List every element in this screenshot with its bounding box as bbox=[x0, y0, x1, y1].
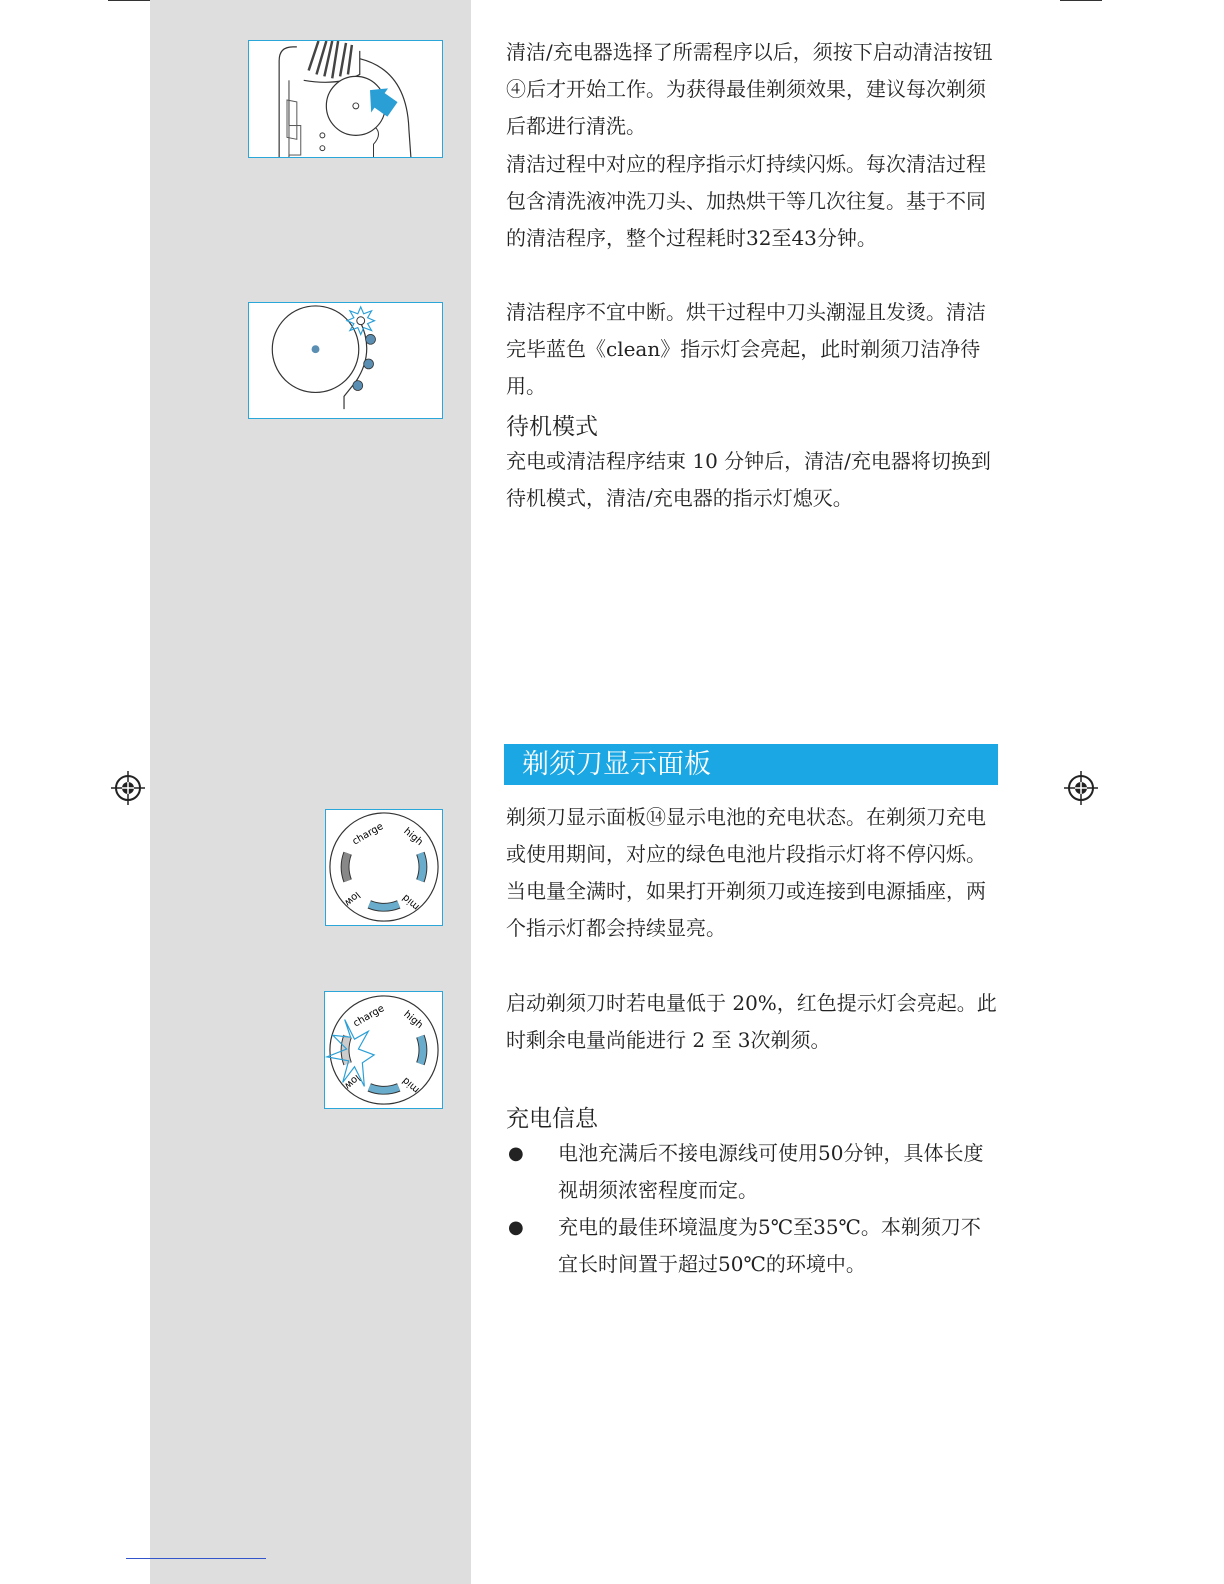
standby-paragraph: 充电或清洁程序结束 10 分钟后，清洁/充电器将切换到待机模式，清洁/充电器的指示灯熄灭。 bbox=[506, 449, 991, 510]
figure-clean-indicator bbox=[248, 302, 443, 419]
dial-label-mid: mid bbox=[400, 891, 422, 913]
dial-low-label-mid: mid bbox=[400, 1074, 422, 1096]
margin-band bbox=[150, 0, 471, 1584]
crop-mark-top-right bbox=[1060, 0, 1102, 1]
figure-battery-dial-low bbox=[324, 991, 443, 1109]
registration-mark-right-icon bbox=[1064, 771, 1098, 805]
dial-label-low: low bbox=[342, 888, 362, 909]
dial-label-charge: charge bbox=[350, 821, 386, 848]
dial-label-high: high bbox=[401, 825, 425, 849]
crop-mark-top-left bbox=[108, 0, 150, 1]
cleaning-paragraph-start: 清洁/充电器选择了所需程序以后，须按下启动清洁按钮④后才开始工作。为获得最佳剃须效果，建议每次剃须后都进行清洗。 bbox=[506, 40, 993, 138]
cleaning-paragraph-process: 清洁过程中对应的程序指示灯持续闪烁。每次清洁过程包含清洗液冲洗刀头、加热烘干等几次往复。基于不同的清洁程序，整个过程耗时32至43分钟。 bbox=[506, 152, 986, 250]
registration-mark-left-icon bbox=[111, 771, 145, 805]
list-item bbox=[506, 1135, 1000, 1209]
figure-press-clean-button bbox=[248, 40, 443, 158]
display-panel-section-title: 剃须刀显示面板 bbox=[504, 744, 998, 785]
figure-battery-dial bbox=[325, 809, 443, 926]
charging-info-heading: 充电信息 bbox=[506, 1106, 598, 1132]
list-item bbox=[506, 1209, 1000, 1283]
cleaning-paragraph-finish: 清洁程序不宜中断。烘干过程中刀头潮湿且发烫。清洁完毕蓝色《clean》指示灯会亮起，此时剃须刀洁净待用。 bbox=[506, 300, 986, 398]
standby-heading: 待机模式 bbox=[506, 414, 598, 440]
bullet-icon: ● bbox=[508, 1143, 524, 1164]
charging-info-list bbox=[506, 1135, 1000, 1283]
list-item-text: 电池充满后不接电源线可使用50分钟，具体长度视胡须浓密程度而定。 bbox=[558, 1141, 984, 1202]
footer-rule bbox=[126, 1558, 266, 1559]
list-item-text: 充电的最佳环境温度为5℃至35℃。本剃须刀不宜长时间置于超过50℃的环境中。 bbox=[558, 1215, 981, 1276]
dial-low-label-low: low bbox=[341, 1071, 362, 1092]
display-panel-paragraph: 剃须刀显示面板⑭显示电池的充电状态。在剃须刀充电或使用期间，对应的绿色电池片段指示灯将不停闪烁。当电量全满时，如果打开剃须刀或连接到电源插座，两个指示灯都会持续显亮。 bbox=[506, 805, 986, 940]
dial-low-label-high: high bbox=[401, 1008, 425, 1032]
bullet-icon: ● bbox=[508, 1217, 524, 1238]
dial-low-label-charge: charge bbox=[351, 1003, 387, 1030]
low-battery-paragraph: 启动剃须刀时若电量低于 20%，红色提示灯会亮起。此时剩余电量尚能进行 2 至 3次剃须。 bbox=[506, 991, 997, 1052]
